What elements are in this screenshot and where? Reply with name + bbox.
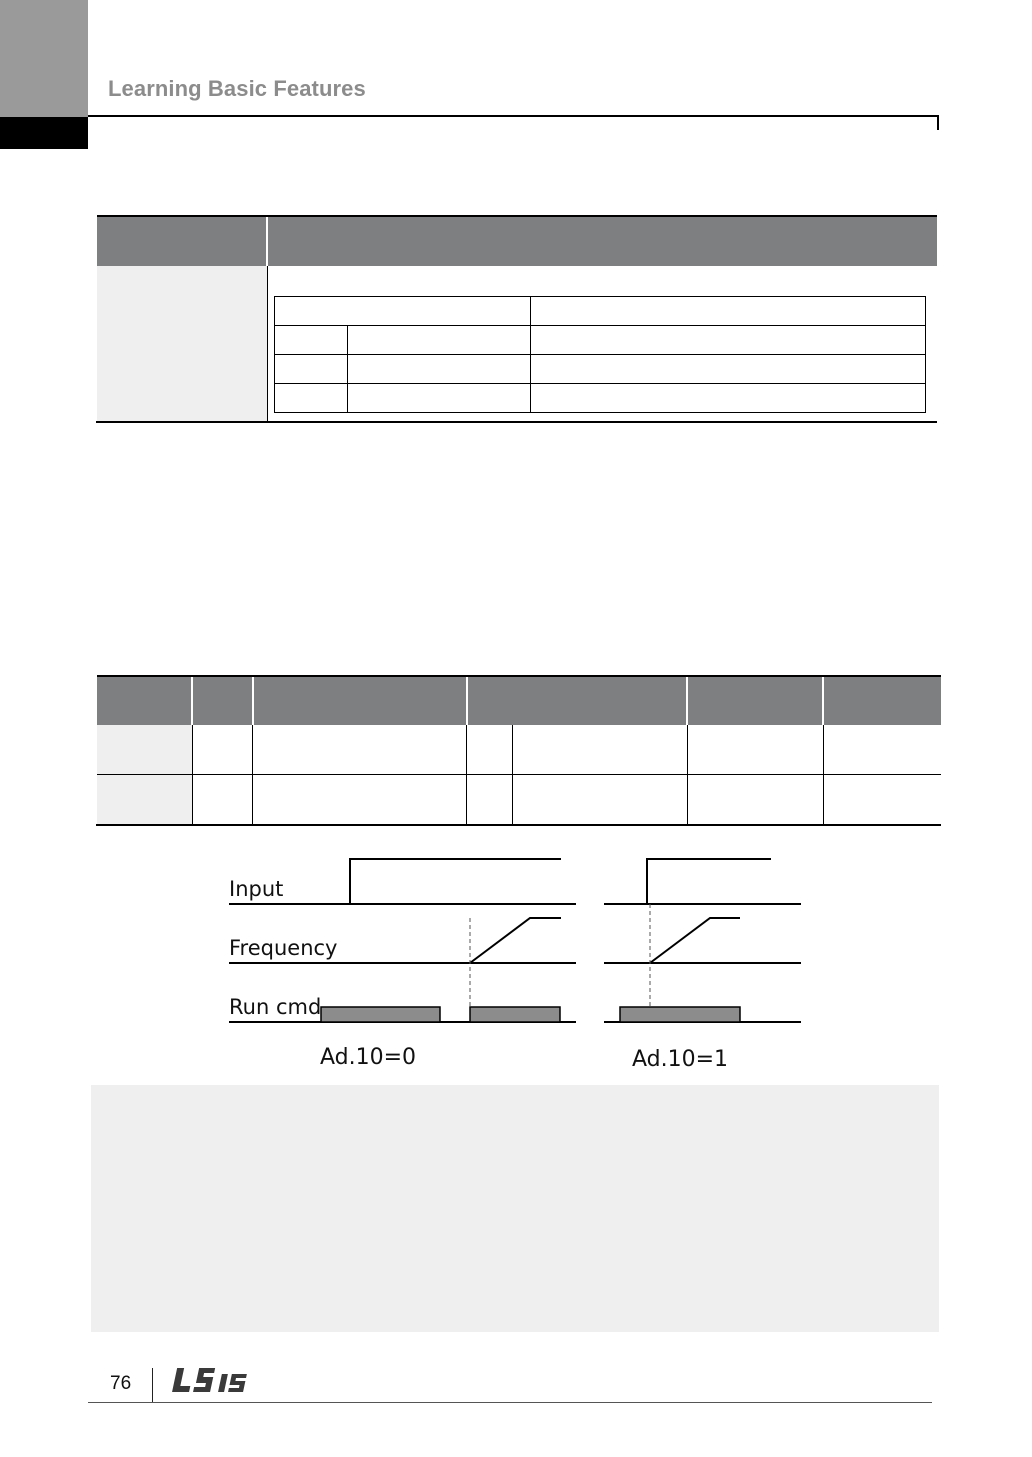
footer-rule [88,1402,932,1403]
run-cmd-pulse [470,1007,560,1022]
note-box [91,1085,939,1332]
section-title: Learning Basic Features [108,76,366,101]
caption-ad10-0: Ad.10=0 [320,1045,417,1070]
run-cmd-pulse [321,1007,440,1022]
input-signal [350,859,561,904]
run-cmd-label: Run cmd [229,995,322,1019]
frequency-ramp [650,918,740,963]
frequency-ramp [470,918,561,963]
footer-divider [152,1368,153,1402]
timing-diagram-right [604,859,801,1022]
input-signal [647,859,771,904]
caption-ad10-1: Ad.10=1 [632,1047,729,1072]
ls-is-logo [170,1364,254,1398]
frequency-label: Frequency [229,936,338,960]
page-number: 76 [110,1373,132,1394]
run-cmd-pulse [620,1007,740,1022]
input-label: Input [229,877,284,901]
